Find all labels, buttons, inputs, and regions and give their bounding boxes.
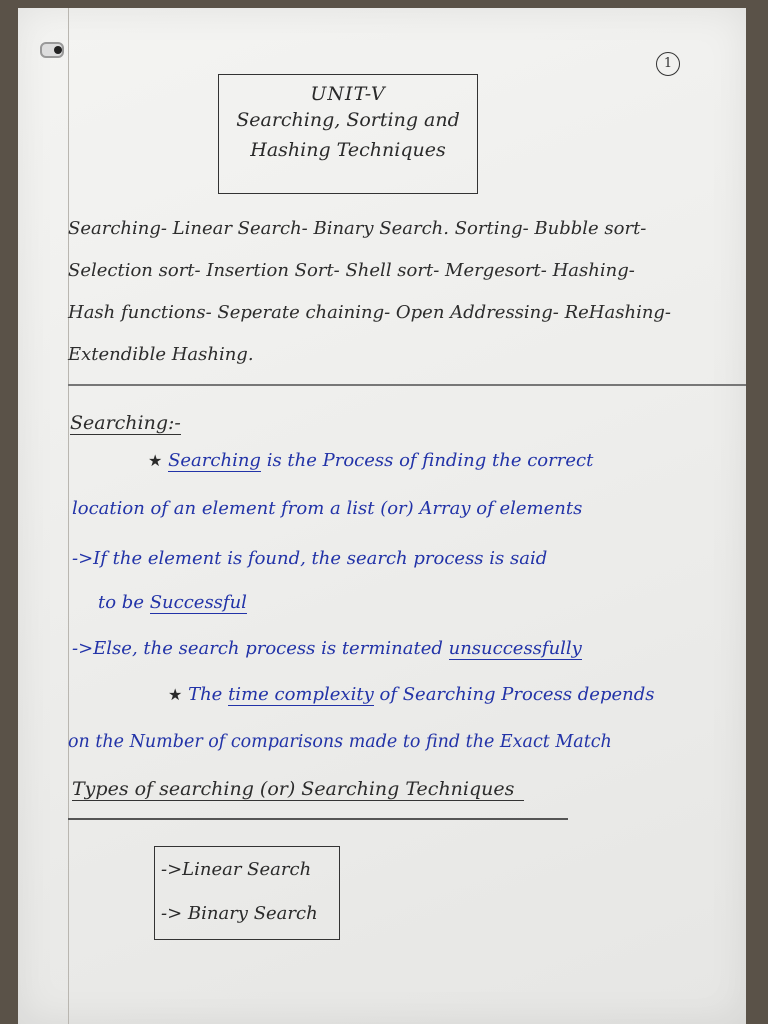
successful-line [98,592,247,613]
time-prefix: The [188,684,223,705]
unsuccessful-term: unsuccessfully [448,638,582,659]
successful-term: Successful [149,592,247,613]
else-line [72,638,582,659]
time-complexity-term: time complexity [228,684,374,705]
title-line-1: Searching, Sorting and [236,109,460,131]
searching-term: Searching [168,450,261,471]
page-number: 1 [656,52,680,76]
successful-prefix: to be [98,592,144,613]
star-bullet-icon: ★ [148,451,163,470]
types-rule [68,818,568,820]
types-heading: Types of searching (or) Searching Techniques [72,778,524,801]
unit-title: UNIT-V [310,83,386,105]
found-line: ->If the element is found, the search process is said [72,548,548,569]
syllabus-line: Searching- Linear Search- Binary Search. Sorting- Bubble sort- [68,218,647,239]
else-prefix: ->Else, the search process is terminated [72,638,443,659]
techniques-box [154,846,340,940]
title-box [218,74,478,194]
star-bullet-icon: ★ [168,685,183,704]
notebook-page [18,8,746,1024]
comparisons-line: on the Number of comparisons made to find the Exact Match [68,732,612,752]
searching-heading: Searching:- [70,412,181,434]
time-complexity-line [168,684,654,705]
syllabus-line: Hash functions- Seperate chaining- Open Addressing- ReHashing- [68,302,672,323]
technique-linear: ->Linear Search [161,859,312,880]
title-line-2: Hashing Techniques [250,139,446,161]
definition-text: is the Process of finding the correct [266,450,594,471]
margin-line [68,8,69,1024]
syllabus-line: Selection sort- Insertion Sort- Shell sort- Mergesort- Hashing- [68,260,635,281]
syllabus-line: Extendible Hashing. [68,344,254,365]
syllabus-list [68,208,728,376]
punch-hole [54,46,62,54]
time-rest: of Searching Process depends [379,684,655,705]
technique-binary: -> Binary Search [161,903,318,924]
definition-line-1 [148,450,593,471]
section-divider [68,384,746,386]
definition-line-2: location of an element from a list (or) Array of elements [72,498,583,519]
